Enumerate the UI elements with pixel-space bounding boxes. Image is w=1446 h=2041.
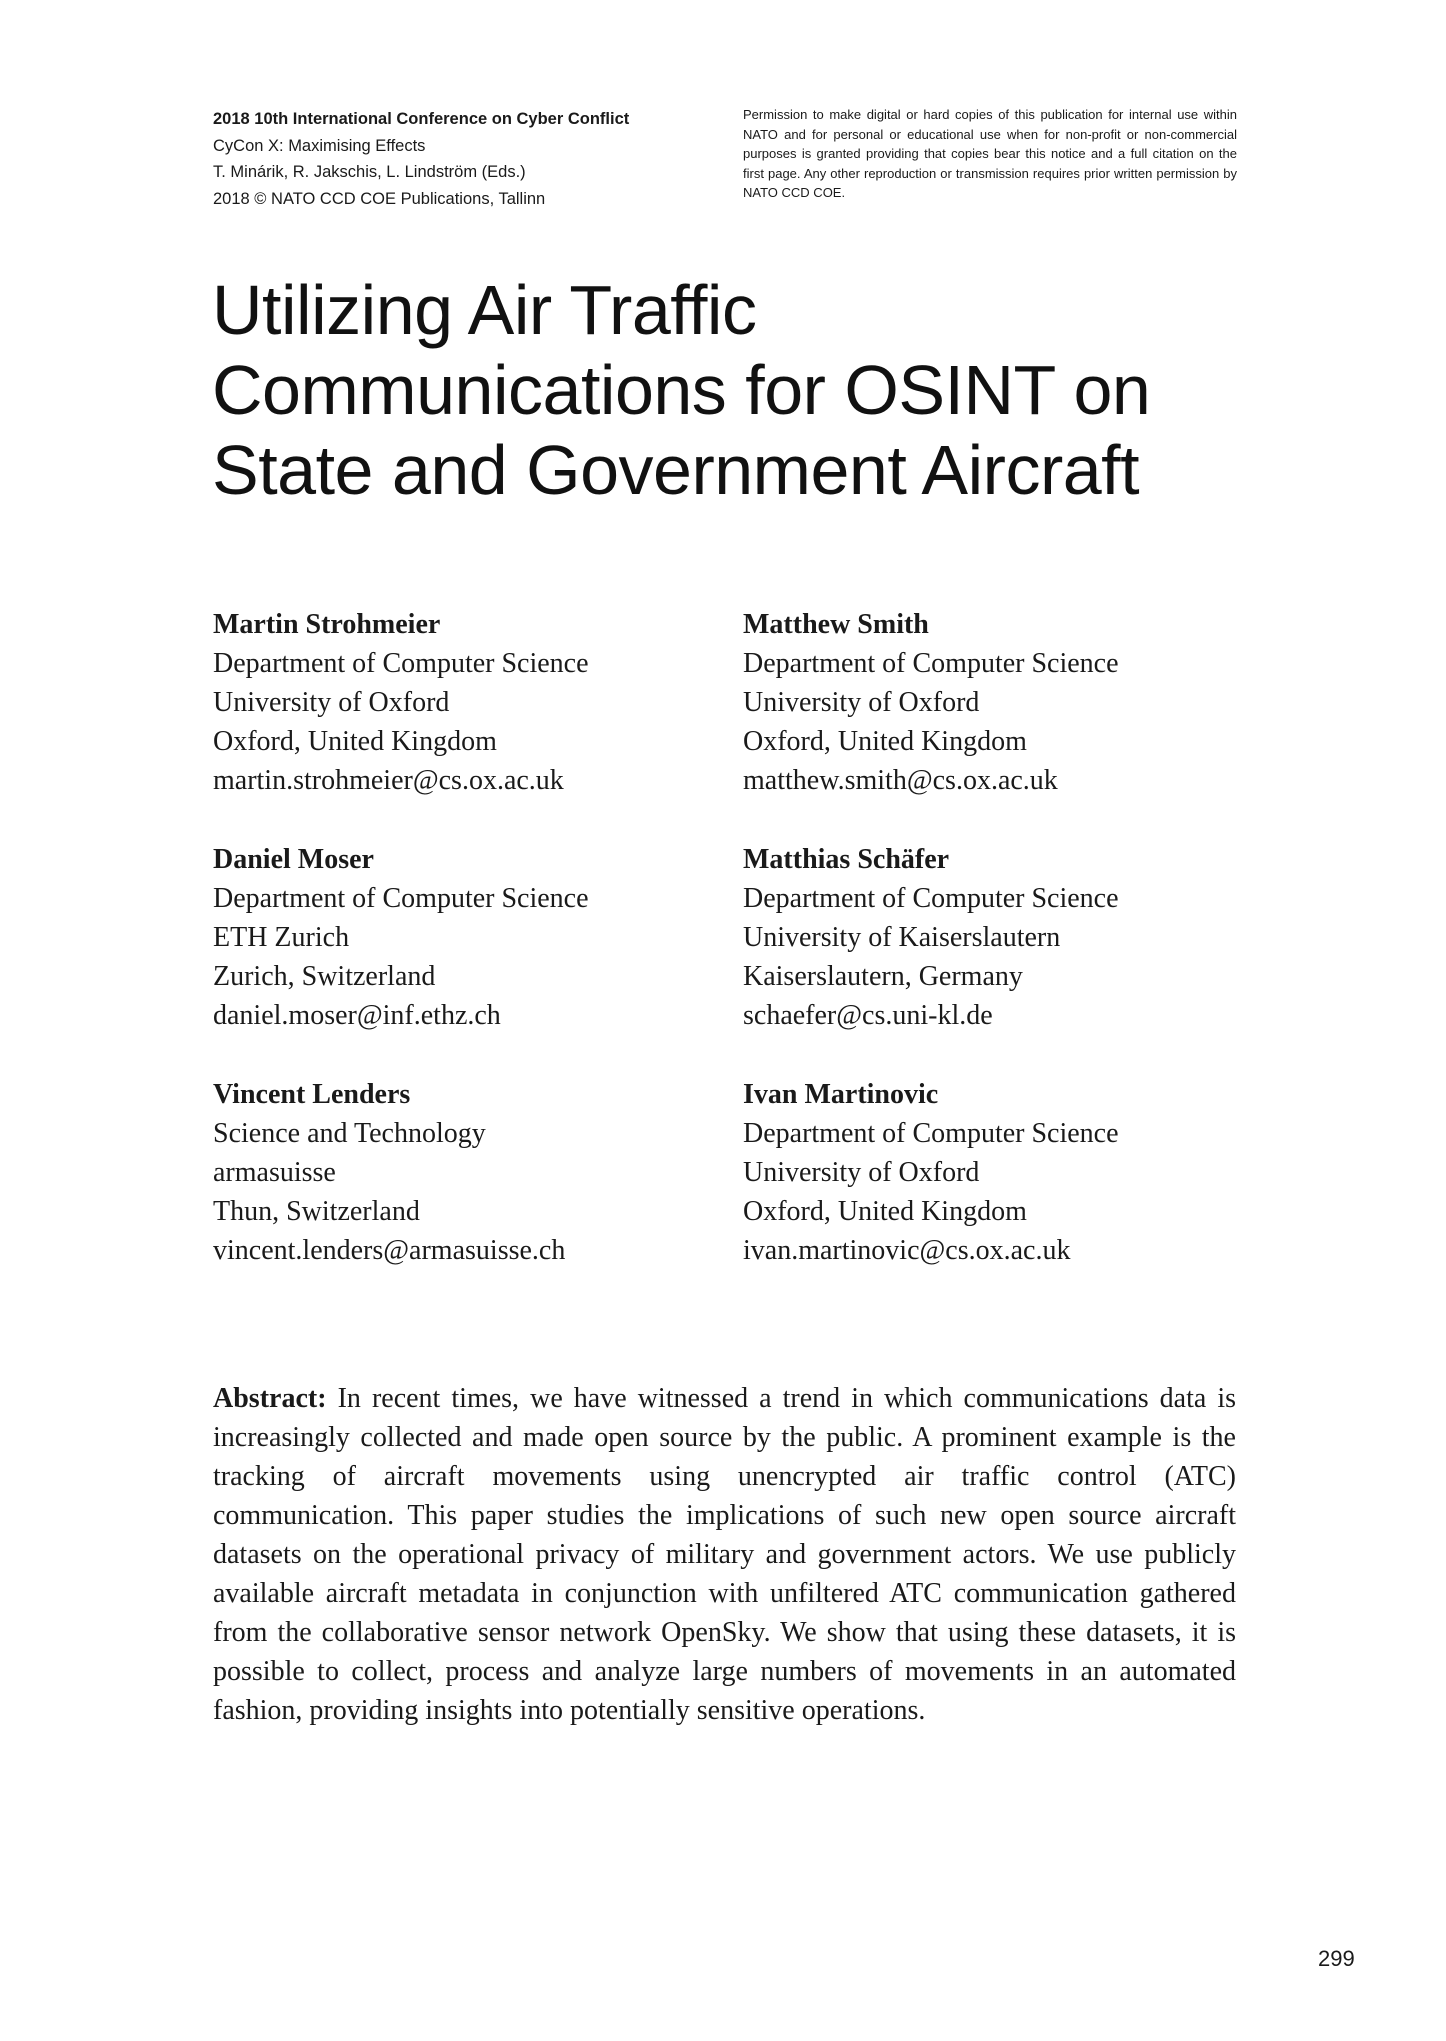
conference-editors: T. Minárik, R. Jakschis, L. Lindström (Eds.) (213, 163, 526, 181)
page-number: 299 (1318, 1946, 1355, 1971)
author-department: Science and Technology (213, 1118, 486, 1149)
permission-notice: Permission to make digital or hard copies of this publication for internal use within NATO and for personal or educational use when for non-profit or non-commercial purposes is granted providing that copies bear this notice and a full citation on the first page. Any other reproduction or transmission requires prior written permission by NATO CCD COE. (743, 107, 1237, 200)
author-location: Oxford, United Kingdom (743, 726, 1027, 757)
author-block (213, 840, 743, 1035)
author-block (213, 605, 743, 800)
abstract (213, 1379, 1236, 1730)
author-institution: University of Oxford (743, 1157, 980, 1188)
abstract-text: In recent times, we have witnessed a trend in which communications data is increasingly collected and made open source by the public. A prominent example is the tracking of aircraft movements using unencrypted air traffic control (ATC) communication. This paper studies the implications of such new open source aircraft datasets on the operational privacy of military and government actors. We use publicly available aircraft metadata in conjunction with unfiltered ATC communication gathered from the collaborative sensor network OpenSky. We show that using these datasets, it is possible to collect, process and analyze large numbers of movements in an automated fashion, providing insights into potentially sensitive operations. (213, 1383, 1236, 1726)
conference-copyright: 2018 © NATO CCD COE Publications, Tallinn (213, 189, 546, 208)
author-name: Vincent Lenders (213, 1079, 411, 1110)
author-email: vincent.lenders@armasuisse.ch (213, 1235, 566, 1266)
author-email: ivan.martinovic@cs.ox.ac.uk (743, 1235, 1071, 1266)
title-line: Utilizing Air Traffic (212, 271, 757, 349)
author-location: Oxford, United Kingdom (743, 1196, 1027, 1227)
author-name: Matthew Smith (743, 609, 929, 640)
author-department: Department of Computer Science (743, 1118, 1119, 1149)
author-name: Daniel Moser (213, 844, 374, 875)
author-location: Zurich, Switzerland (213, 961, 436, 992)
author-department: Department of Computer Science (743, 648, 1119, 679)
author-location: Oxford, United Kingdom (213, 726, 497, 757)
conference-info (213, 106, 713, 212)
author-list (213, 605, 1243, 1270)
author-name: Ivan Martinovic (743, 1079, 939, 1110)
paper-title (212, 270, 1272, 510)
author-email: daniel.moser@inf.ethz.ch (213, 1000, 501, 1031)
conference-name: 2018 10th International Conference on Cyber Conflict (213, 110, 630, 128)
author-institution: University of Oxford (213, 687, 450, 718)
author-location: Thun, Switzerland (213, 1196, 420, 1227)
author-email: schaefer@cs.uni-kl.de (743, 1000, 993, 1031)
title-line: Communications for OSINT on (212, 351, 1151, 429)
author-block (213, 1075, 743, 1270)
author-block (743, 840, 1243, 1035)
author-name: Matthias Schäfer (743, 844, 950, 875)
author-block (743, 605, 1243, 800)
author-block (743, 1075, 1243, 1270)
conference-subtitle: CyCon X: Maximising Effects (213, 136, 426, 155)
author-institution: ETH Zurich (213, 922, 350, 953)
author-institution: University of Kaiserslautern (743, 922, 1061, 953)
author-department: Department of Computer Science (213, 883, 589, 914)
abstract-label: Abstract: (213, 1383, 327, 1414)
author-institution: University of Oxford (743, 687, 980, 718)
author-name: Martin Strohmeier (213, 609, 441, 640)
author-location: Kaiserslautern, Germany (743, 961, 1023, 992)
author-department: Department of Computer Science (213, 648, 589, 679)
author-institution: armasuisse (213, 1157, 336, 1188)
author-email: matthew.smith@cs.ox.ac.uk (743, 765, 1058, 796)
title-line: State and Government Aircraft (212, 431, 1140, 509)
author-email: martin.strohmeier@cs.ox.ac.uk (213, 765, 564, 796)
author-department: Department of Computer Science (743, 883, 1119, 914)
